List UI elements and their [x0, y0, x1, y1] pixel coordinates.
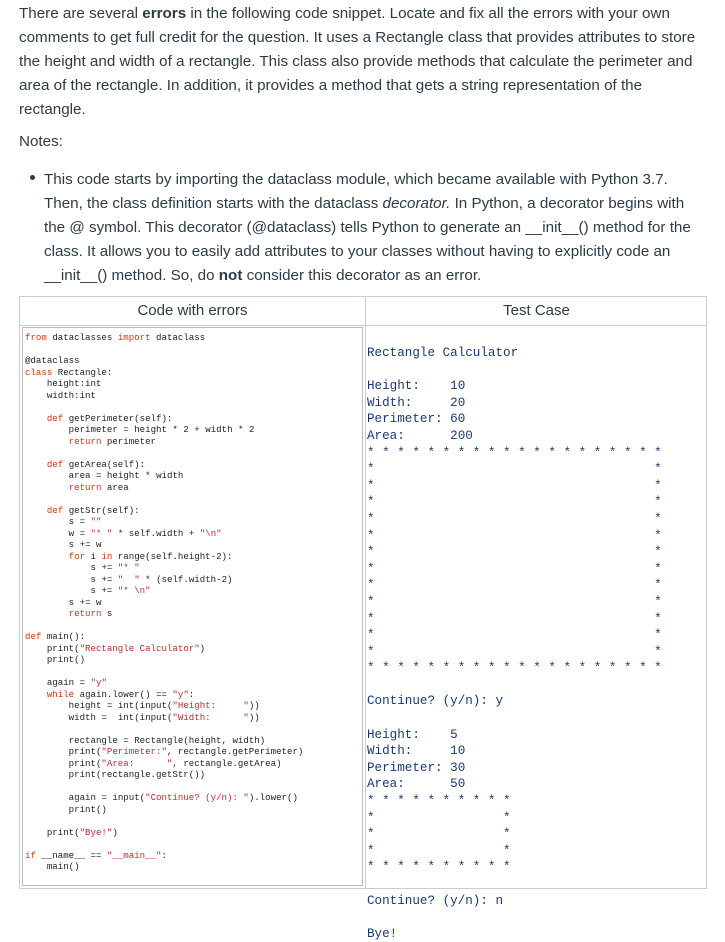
output-line: * *: [367, 545, 662, 560]
output-line: * *: [367, 843, 511, 858]
output-line: * *: [367, 644, 662, 659]
code-line: print("Rectangle Calculator"): [46, 642, 206, 654]
code-line: print(): [46, 654, 86, 665]
code-line: again = "y": [46, 677, 107, 688]
output-line: * *: [367, 611, 662, 626]
code-line: s += " " * (self.width-2): [90, 573, 233, 585]
code-line: @dataclass: [25, 355, 80, 366]
code-line: return area: [68, 481, 129, 493]
output-line: [367, 876, 662, 893]
output-line: Area: 200: [367, 428, 473, 443]
code-line: [25, 666, 303, 678]
code-line: print("Perimeter:", rectangle.getPerimeter): [68, 746, 304, 757]
code-line: def main():: [25, 631, 86, 642]
intro-text-2: in the following code snippet. Locate and fix all the errors with your own comments to get full credit for the question. It uses a Rectangle class that provides attributes to store the height and width of a rectangle. This class also provide methods that calculate the perimeter and area of the rectangle. In addition, it provides a method that gets a string representation of the rectangle.: [19, 5, 696, 118]
output-line: Bye!: [367, 926, 398, 941]
code-line: while again.lower() == "y":: [46, 688, 195, 700]
code-block: [25, 332, 303, 873]
code-line: width:int: [46, 389, 96, 401]
output-line: * *: [367, 810, 511, 825]
code-line: s += w: [68, 539, 102, 550]
question-intro: [19, 2, 709, 122]
code-line: main(): [46, 861, 80, 872]
bullet-dot-icon: [30, 175, 35, 180]
output-line: * *: [367, 528, 662, 543]
output-line: * *: [367, 462, 662, 477]
code-line: s += "* ": [90, 562, 140, 573]
code-line: print("Bye!"): [46, 826, 118, 838]
output-line: [367, 909, 662, 926]
code-line: [25, 723, 303, 735]
code-line: area = height * width: [68, 470, 184, 481]
bullet-italic: decorator.: [382, 195, 451, 212]
code-line: print(): [68, 803, 107, 815]
output-line: * *: [367, 495, 662, 510]
code-line: height:int: [46, 378, 102, 389]
output-line: Rectangle Calculator: [367, 346, 519, 360]
code-line: from dataclasses import dataclass: [25, 332, 206, 343]
intro-errors-bold: errors: [142, 5, 187, 22]
column-header-code: Code with errors: [137, 302, 248, 319]
output-line: [367, 677, 662, 694]
code-line: height = int(input("Height: ")): [68, 700, 260, 711]
code-line: class Rectangle:: [25, 366, 113, 378]
code-line: for i in range(self.height-2):: [68, 550, 233, 562]
code-line: width = int(input("Width: ")): [68, 711, 260, 723]
output-line: Area: 50: [367, 777, 466, 792]
code-line: [25, 838, 303, 850]
code-line: w = "* " * self.width + "\n": [68, 527, 222, 539]
code-line: [25, 401, 303, 413]
output-line: Height: 10: [367, 379, 466, 394]
code-table: [19, 296, 707, 941]
notes-label: Notes:: [19, 133, 63, 150]
code-line: again = input("Continue? (y/n): ").lower(): [68, 792, 298, 803]
test-case-output: [367, 345, 662, 942]
code-line: print(rectangle.getStr()): [68, 769, 206, 780]
bullet-text-1: This code starts by importing the dataclass module, which became available with Python 3.7. Then, the class definition starts with the dataclass: [44, 171, 668, 212]
output-line: Width: 20: [367, 395, 466, 410]
code-line: rectangle = Rectangle(height, width): [68, 734, 266, 746]
code-line: s += "* \n": [90, 585, 151, 596]
output-line: [367, 362, 662, 379]
output-line: * *: [367, 578, 662, 593]
output-line: Continue? (y/n): y: [367, 694, 504, 709]
output-line: * * * * * * * * * * * * * * * * * * * *: [367, 445, 662, 460]
output-line: * *: [367, 561, 662, 576]
output-line: Perimeter: 60: [367, 412, 466, 427]
output-line: * *: [367, 628, 662, 643]
code-line: print("Area: ", rectangle.getArea): [68, 757, 282, 769]
output-line: * *: [367, 511, 662, 526]
output-line: * * * * * * * * * *: [367, 860, 511, 875]
note-bullet: [44, 168, 709, 288]
code-line: [25, 493, 303, 505]
code-line: [25, 447, 303, 459]
output-line: * * * * * * * * * * * * * * * * * * * *: [367, 661, 662, 676]
code-line: return perimeter: [68, 435, 157, 447]
output-line: Height: 5: [367, 727, 458, 742]
code-line: def getPerimeter(self):: [46, 412, 173, 424]
intro-text-1: There are several: [19, 5, 143, 22]
column-header-test: Test Case: [503, 302, 570, 319]
code-line: [25, 620, 303, 632]
code-line: [25, 781, 303, 793]
code-line: perimeter = height * 2 + width * 2: [68, 424, 255, 435]
output-line: * *: [367, 594, 662, 609]
output-line: * *: [367, 827, 511, 842]
output-line: * * * * * * * * * *: [367, 794, 511, 809]
output-line: Width: 10: [367, 744, 466, 759]
output-line: [367, 710, 662, 727]
output-line: * *: [367, 478, 662, 493]
bullet-bold: not: [218, 267, 243, 284]
code-line: s += w: [68, 596, 102, 608]
header-divider: [20, 325, 706, 326]
code-line: [25, 815, 303, 827]
column-divider: [365, 297, 366, 888]
output-line: Perimeter: 30: [367, 760, 466, 775]
code-line: return s: [68, 608, 113, 619]
bullet-text-2: In Python, a decorator begins with the @ symbol. This decorator (@dataclass) tells Python to generate an __init__() method for the class. It allows you to easily add attributes to your classes without having to explicitly code an __init__() method. So, do: [44, 195, 691, 284]
code-line: def getStr(self):: [46, 504, 140, 516]
bullet-text-3: consider this decorator as an error.: [242, 267, 482, 284]
output-line: Continue? (y/n): n: [367, 893, 504, 908]
code-line: [25, 344, 303, 356]
code-line: if __name__ == "__main__":: [25, 849, 167, 861]
code-line: s = "": [68, 516, 102, 527]
code-line: def getArea(self):: [46, 458, 146, 470]
